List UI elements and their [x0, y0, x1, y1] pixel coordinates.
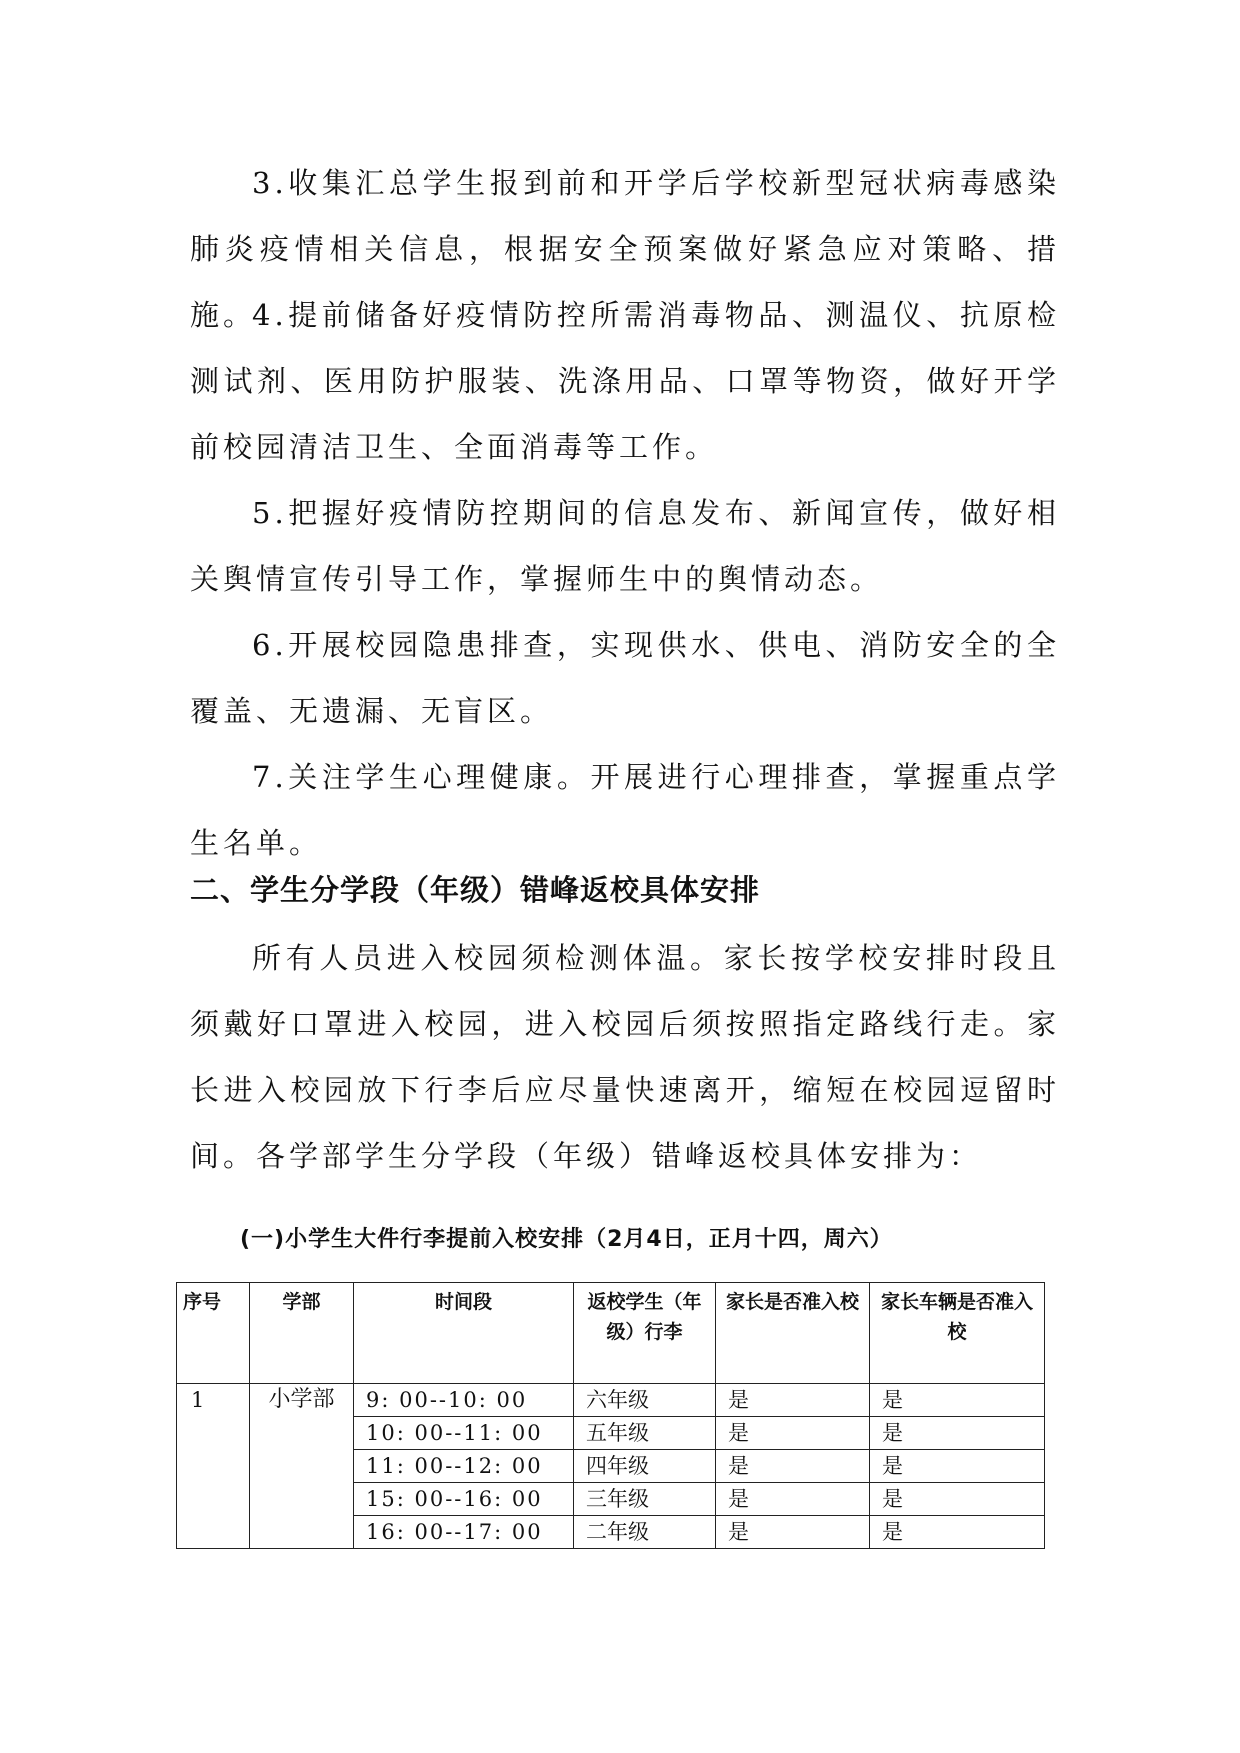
header-time-slot: 时间段 — [354, 1283, 574, 1384]
vehicle-entry-cell: 是 — [870, 1483, 1045, 1516]
parent-entry-cell: 是 — [716, 1417, 870, 1450]
header-vehicle-entry: 家长车辆是否准入校 — [870, 1283, 1045, 1384]
vehicle-entry-cell: 是 — [870, 1384, 1045, 1417]
vehicle-entry-cell: 是 — [870, 1450, 1045, 1483]
time-cell: 9: 00--10: 00 — [354, 1384, 574, 1417]
vehicle-entry-cell: 是 — [870, 1516, 1045, 1549]
schedule-table — [176, 1282, 1045, 1549]
header-returning-grade: 返校学生（年级）行李 — [574, 1283, 716, 1384]
paragraph-item-5: 5.把握好疫情防控期间的信息发布、新闻宣传，做好相关舆情宣传引导工作，掌握师生中的舆情动态。 — [190, 496, 1060, 596]
parent-entry-cell: 是 — [716, 1483, 870, 1516]
department-cell: 小学部 — [250, 1384, 354, 1549]
paragraph-item-4: 4.提前储备好疫情防控所需消毒物品、测温仪、抗原检测试剂、医用防护服装、洗涤用品、口罩等物资，做好开学前校园清洁卫生、全面消毒等工作。 — [190, 298, 1060, 464]
grade-cell: 五年级 — [574, 1417, 716, 1450]
time-cell: 10: 00--11: 00 — [354, 1417, 574, 1450]
time-cell: 15: 00--16: 00 — [354, 1483, 574, 1516]
paragraph-item-3: 3.收集汇总学生报到前和开学后学校新型冠状病毒感染肺炎疫情相关信息，根据安全预案做好紧急应对策略、措施。 — [190, 166, 1060, 332]
parent-entry-cell: 是 — [716, 1384, 870, 1417]
section-heading: 二、学生分学段（年级）错峰返校具体安排 — [190, 873, 761, 907]
parent-entry-cell: 是 — [716, 1450, 870, 1483]
vehicle-entry-cell: 是 — [870, 1417, 1045, 1450]
grade-cell: 四年级 — [574, 1450, 716, 1483]
header-number: 序号 — [177, 1283, 250, 1384]
header-department: 学部 — [250, 1283, 354, 1384]
time-cell: 11: 00--12: 00 — [354, 1450, 574, 1483]
table-row — [177, 1384, 1045, 1417]
paragraph-item-6: 6.开展校园隐患排查，实现供水、供电、消防安全的全覆盖、无遗漏、无盲区。 — [190, 628, 1060, 728]
grade-cell: 二年级 — [574, 1516, 716, 1549]
row-number-cell: 1 — [177, 1384, 250, 1549]
table-header-row — [177, 1283, 1045, 1384]
paragraph-item-7: 7.关注学生心理健康。开展进行心理排查，掌握重点学生名单。 — [190, 760, 1060, 860]
intro-paragraph: 所有人员进入校园须检测体温。家长按学校安排时段且须戴好口罩进入校园，进入校园后须按照指定路线行走。家长进入校园放下行李后应尽量快速离开，缩短在校园逗留时间。各学部学生分学段（年级）错峰返校具体安排为： — [190, 941, 1060, 1173]
grade-cell: 六年级 — [574, 1384, 716, 1417]
time-cell: 16: 00--17: 00 — [354, 1516, 574, 1549]
grade-cell: 三年级 — [574, 1483, 716, 1516]
header-parent-entry: 家长是否准入校 — [716, 1283, 870, 1384]
table-title: (一)小学生大件行李提前入校安排（2月4日，正月十四，周六） — [240, 1227, 893, 1252]
parent-entry-cell: 是 — [716, 1516, 870, 1549]
